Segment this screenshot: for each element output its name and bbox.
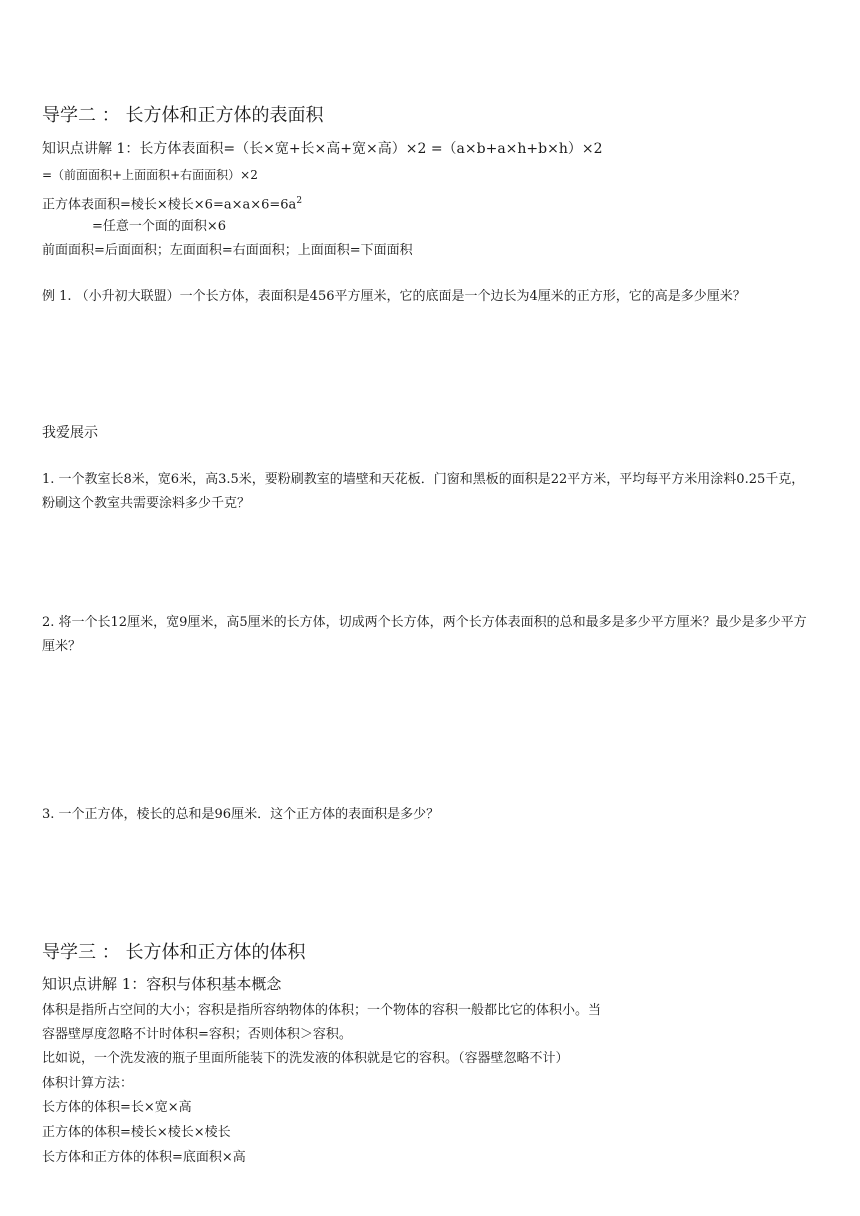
- cube-surface-formula: [42, 192, 302, 214]
- cuboid-volume-formula: 长方体的体积=长×宽×高: [42, 1100, 192, 1115]
- cube-formula-exponent: 2: [296, 196, 303, 206]
- cube-volume-formula: 正方体的体积=棱长×棱长×棱长: [42, 1125, 231, 1140]
- section3-paragraph-2: 容器壁厚度忽略不计时体积=容积；否则体积＞容积。: [42, 1027, 352, 1042]
- cube-formula-text: 正方体表面积=棱长×棱长×6=a×a×6=6a: [42, 197, 297, 213]
- section2-title: 导学二 ： 长方体和正方体的表面积: [42, 105, 324, 126]
- show-heading: 我爱展示: [42, 425, 98, 441]
- section3-paragraph-3: 比如说，一个洗发液的瓶子里面所能装下的洗发液的体积就是它的容积。（容器壁忽略不计）: [42, 1051, 569, 1066]
- section3-paragraph-1: 体积是指所占空间的大小；容积是指所容纳物体的体积；一个物体的容积一般都比它的体积小。当: [42, 1003, 602, 1018]
- example-1: 例 1. （小升初大联盟）一个长方体，表面积是456平方厘米，它的底面是一个边长为4厘米的正方形，它的高是多少厘米？: [42, 289, 746, 304]
- knowledge-point-line-2: =（前面面积+上面面积+右面面积）×2: [42, 168, 258, 182]
- question-2: 2. 将一个长12厘米，宽9厘米，高5厘米的长方体，切成两个长方体，两个长方体表面积的总和最多是多少平方厘米？最少是多少平方厘米？: [42, 615, 807, 654]
- section3-paragraph-4: 体积计算方法：: [42, 1076, 134, 1091]
- question-1: 1. 一个教室长8米，宽6米，高3.5米，要粉刷教室的墙壁和天花板．门窗和黑板的面积是22平方米，平均每平方米用涂料0.25千克，粉刷这个教室共需要涂料多少千克？: [42, 472, 805, 511]
- faces-equality: 前面面积=后面面积；左面面积=右面面积；上面面积=下面面积: [42, 243, 413, 258]
- general-volume-formula: 长方体和正方体的体积=底面积×高: [42, 1150, 246, 1165]
- knowledge-point-line-1: 知识点讲解 1：长方体表面积=（长×宽+长×高+宽×高）×2 =（a×b+a×h+b×h）×2: [42, 141, 603, 157]
- section3-knowledge-heading: 知识点讲解 1：容积与体积基本概念: [42, 975, 282, 993]
- question-3: 3. 一个正方体，棱长的总和是96厘米．这个正方体的表面积是多少？: [42, 807, 440, 822]
- cube-surface-formula-line-2: =任意一个面的面积×6: [92, 219, 227, 234]
- section3-title: 导学三 ： 长方体和正方体的体积: [42, 942, 306, 963]
